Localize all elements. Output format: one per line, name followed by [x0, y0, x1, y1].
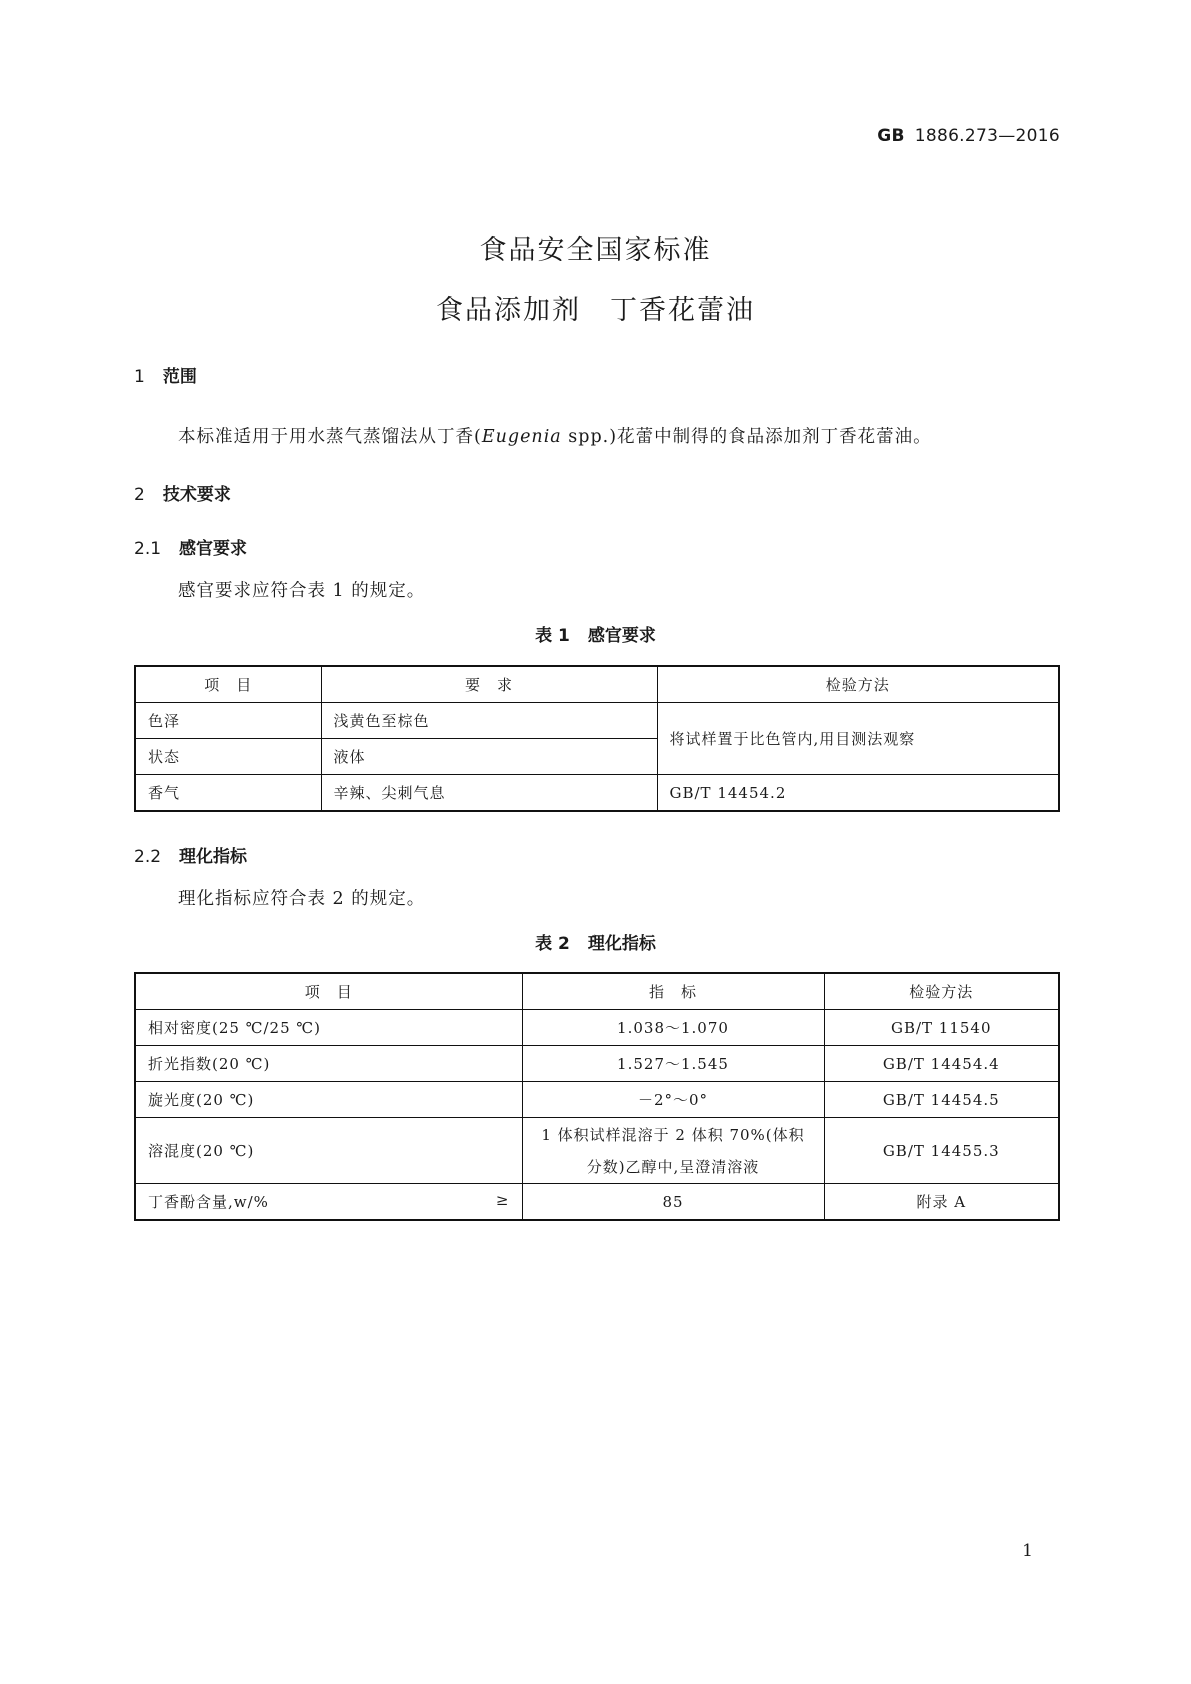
method-cell: GB/T 14454.5 — [824, 1082, 1059, 1118]
standard-prefix: GB — [877, 126, 905, 146]
table-1-sensory — [134, 665, 1060, 812]
table-1-caption: 表 1 感官要求 — [535, 626, 656, 646]
item-cell: 色泽 — [135, 703, 321, 739]
method-cell: GB/T 11540 — [824, 1010, 1059, 1046]
item-cell: 香气 — [135, 775, 321, 812]
table-header-cell: 检验方法 — [657, 666, 1059, 703]
method-cell: GB/T 14454.2 — [657, 775, 1059, 812]
requirement-cell: 浅黄色至棕色 — [321, 703, 657, 739]
section-2-2-text: 理化指标应符合表 2 的规定。 — [178, 889, 426, 909]
item-cell: 旋光度(20 ℃) — [135, 1082, 522, 1118]
table-2-caption: 表 2 理化指标 — [535, 934, 656, 954]
table-header-row — [135, 973, 1059, 1010]
table-header-cell: 指 标 — [522, 973, 824, 1010]
section-1-heading: 1 范围 — [134, 367, 197, 387]
table-row — [135, 1184, 1059, 1221]
requirement-cell: 液体 — [321, 739, 657, 775]
table-row — [135, 775, 1059, 812]
section-2-heading: 2 技术要求 — [134, 485, 231, 505]
section-1-text: 本标准适用于用水蒸气蒸馏法从丁香(Eugenia spp.)花蕾中制得的食品添加剂丁香花蕾油。 — [178, 427, 932, 447]
table-row — [135, 1118, 1059, 1184]
table-row — [135, 1010, 1059, 1046]
item-cell: 丁香酚含量,w/% ≥ — [135, 1184, 522, 1221]
standard-number: 1886.273—2016 — [914, 126, 1060, 146]
latin-genus: Eugenia — [481, 427, 562, 447]
method-cell: GB/T 14454.4 — [824, 1046, 1059, 1082]
table-row — [135, 1046, 1059, 1082]
item-cell: 折光指数(20 ℃) — [135, 1046, 522, 1082]
item-cell: 溶混度(20 ℃) — [135, 1118, 522, 1184]
item-cell: 状态 — [135, 739, 321, 775]
value-cell: 1 体积试样混溶于 2 体积 70%(体积 分数)乙醇中,呈澄清溶液 — [522, 1118, 824, 1184]
value-cell: －2°～0° — [522, 1082, 824, 1118]
method-cell: GB/T 14455.3 — [824, 1118, 1059, 1184]
value-cell: 1.038～1.070 — [522, 1010, 824, 1046]
table-header-cell: 项 目 — [135, 973, 522, 1010]
document-title: 食品安全国家标准 — [479, 235, 712, 266]
section-2-2-heading: 2.2 理化指标 — [134, 847, 248, 867]
page-number: 1 — [1022, 1541, 1033, 1561]
method-cell: 附录 A — [824, 1184, 1059, 1221]
table-header-row — [135, 666, 1059, 703]
document-subtitle: 食品添加剂 丁香花蕾油 — [436, 295, 755, 326]
method-cell: 将试样置于比色管内,用目测法观察 — [657, 703, 1059, 775]
table-header-cell: 项 目 — [135, 666, 321, 703]
table-header-cell: 要 求 — [321, 666, 657, 703]
value-cell: 1.527～1.545 — [522, 1046, 824, 1082]
requirement-cell: 辛辣、尖刺气息 — [321, 775, 657, 812]
section-2-1-text: 感官要求应符合表 1 的规定。 — [178, 581, 426, 601]
table-row — [135, 703, 1059, 739]
section-2-1-heading: 2.1 感官要求 — [134, 539, 248, 559]
table-row — [135, 1082, 1059, 1118]
item-cell: 相对密度(25 ℃/25 ℃) — [135, 1010, 522, 1046]
greater-equal-symbol: ≥ — [495, 1191, 510, 1209]
table-2-physicochemical — [134, 972, 1060, 1221]
table-header-cell: 检验方法 — [824, 973, 1059, 1010]
value-cell: 85 — [522, 1184, 824, 1221]
standard-code — [877, 126, 1060, 146]
